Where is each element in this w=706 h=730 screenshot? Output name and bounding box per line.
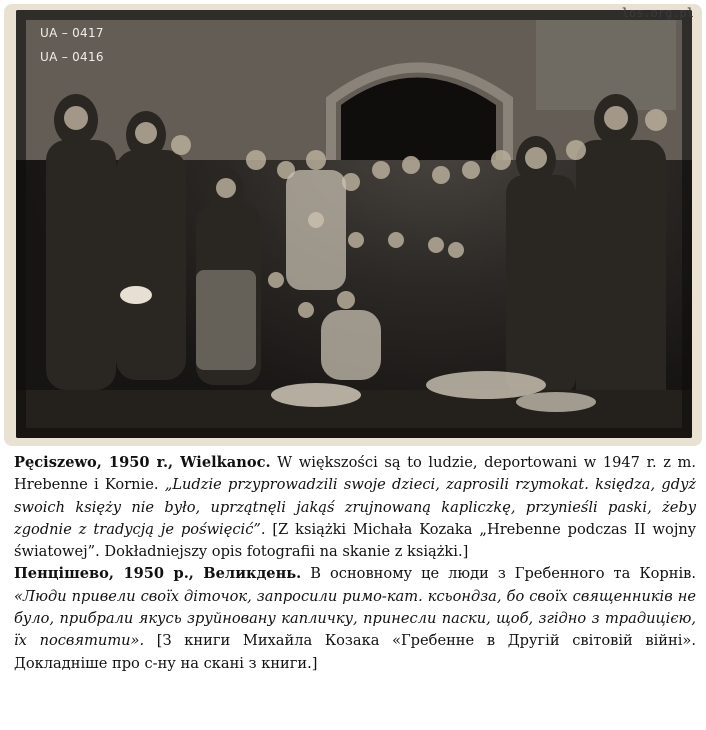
caption-source: [З книги Михайла Козака «Гребенне в Другій світовій війні». Докладніше про с-ну на скані з книги.] bbox=[14, 632, 696, 672]
caption-quote: „Ludzie przyprowadzili swoje dzieci, zaprosili rzymokat. księdza, gdyż swoich księży nie było, uprzątnęli jakąś zrujnowaną kapliczkę, przynieśli paski, żeby zgodnie z tradycją je poświęcić”. bbox=[14, 476, 696, 538]
historical-group-photo bbox=[16, 10, 692, 438]
photo-frame bbox=[4, 4, 702, 446]
site-watermark: los.org.pl bbox=[621, 6, 694, 20]
caption-polish bbox=[14, 452, 696, 563]
caption-source: [Z książki Michała Kozaka „Hrebenne podczas II wojny światowej”. Dokładniejszy opis fotografii na skanie z książki.] bbox=[14, 520, 696, 561]
caption-heading: Пенцішево, 1950 р., Великдень. bbox=[14, 565, 302, 583]
caption bbox=[14, 452, 696, 675]
caption-quote: «Люди привели своїх діточок, запросили римо-кат. ксьондза, бо своїх священників не було, прибрали якусь зруйновану капличку, принесли паски, щоб, згідно з традицією, їх посвятити». bbox=[14, 587, 696, 650]
caption-heading: Pęciszewo, 1950 r., Wielkanoc. bbox=[14, 454, 271, 471]
photo-illustration bbox=[16, 10, 692, 438]
photo-code-label: UA – 0417 bbox=[40, 26, 104, 40]
photo-code-label: UA – 0416 bbox=[40, 50, 104, 64]
caption-intro: В основному це люди з Гребенного та Корнів. bbox=[301, 565, 696, 583]
caption-ukrainian bbox=[14, 563, 696, 674]
caption-intro: W większości są to ludzie, deportowani w 1947 r. z m. Hrebenne i Kornie. bbox=[14, 454, 696, 494]
